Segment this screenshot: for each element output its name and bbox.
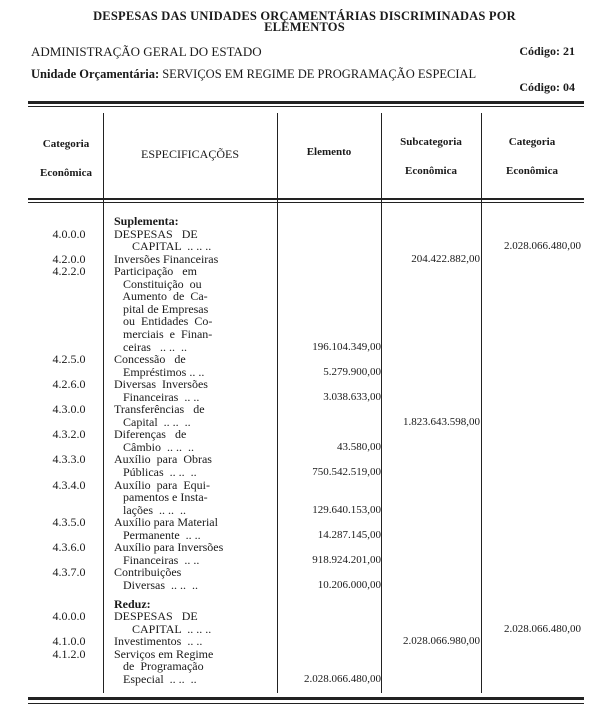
row-specification: merciais e Finan- <box>114 326 213 341</box>
row-specification: CAPITAL .. .. .. <box>114 621 212 636</box>
row-specification: Permanente .. .. <box>114 527 201 542</box>
unit-code: Código: 04 <box>519 80 575 94</box>
row-specification: ceiras .. .. .. <box>114 339 187 354</box>
row-elemento-value: 14.287.145,00 <box>317 528 381 541</box>
row-specification: Serviços em Regime <box>114 646 214 661</box>
row-specification: Contribuições <box>114 565 182 580</box>
admin-label: ADMINISTRAÇÃO GERAL DO ESTADO <box>31 44 262 59</box>
row-elemento-value: 129.640.153,00 <box>312 503 381 516</box>
row-specification: Diversas Inversões <box>114 377 208 392</box>
row-code: 4.0.0.0 <box>52 609 86 624</box>
col-categoria <box>30 130 102 188</box>
col-subcategoria-line1: Subcategoria <box>400 136 462 148</box>
row-specification: Suplementa: <box>114 214 179 228</box>
row-categoria-value: 2.028.066.480,00 <box>504 622 581 635</box>
row-specification: Transferências de <box>114 402 205 417</box>
row-specification: Constituição ou <box>114 276 202 291</box>
row-elemento-value: 10.206.000,00 <box>317 578 381 591</box>
row-specification: ou Entidades Co- <box>114 314 213 329</box>
row-code: 4.0.0.0 <box>52 226 86 241</box>
row-specification: Diferenças de <box>114 427 187 442</box>
table-row <box>0 673 609 687</box>
row-code: 4.3.5.0 <box>52 515 86 530</box>
col-categoria-2 <box>482 128 582 186</box>
bottom-rule <box>28 697 584 700</box>
col-subcategoria-line2: Econômica <box>405 165 457 177</box>
row-specification: Concessão de <box>114 352 186 367</box>
row-code: 4.3.2.0 <box>52 427 86 442</box>
row-code: 4.2.0.0 <box>52 251 86 266</box>
row-specification: Auxílio para Equi- <box>114 477 210 492</box>
row-specification: Capital .. .. .. <box>114 414 191 429</box>
row-specification: Especial .. .. .. <box>114 671 197 686</box>
col-subcategoria <box>382 128 480 186</box>
header-rule-thin <box>28 202 584 203</box>
col-especificacoes: ESPECIFICAÇÕES <box>140 147 240 161</box>
row-code: 4.2.5.0 <box>52 352 86 367</box>
row-specification: Públicas .. .. .. <box>114 465 197 479</box>
row-elemento-value: 2.028.066.480,00 <box>304 672 381 685</box>
row-elemento-value: 43.580,00 <box>337 440 381 453</box>
row-elemento-value: 750.542.519,00 <box>312 466 381 478</box>
row-specification: CAPITAL .. .. .. <box>114 239 212 254</box>
row-specification: Participação em <box>114 264 197 279</box>
row-code: 4.3.0.0 <box>52 402 86 417</box>
row-specification: Aumento de Ca- <box>114 289 208 304</box>
row-code: 4.3.6.0 <box>52 540 86 555</box>
row-specification: pamentos e Insta- <box>114 490 208 505</box>
row-code: 4.2.6.0 <box>52 377 86 392</box>
col-elemento: Elemento <box>306 146 352 158</box>
row-elemento-value: 3.038.633,00 <box>323 390 381 403</box>
row-specification: Empréstimos .. .. <box>114 364 205 379</box>
row-code: 4.3.7.0 <box>52 565 86 580</box>
row-elemento-value: 5.279.900,00 <box>323 365 381 378</box>
row-code: 4.3.4.0 <box>52 477 86 492</box>
row-code: 4.1.2.0 <box>52 646 86 661</box>
top-rule <box>28 101 584 104</box>
row-specification: Auxílio para Inversões <box>114 540 224 555</box>
row-specification: Reduz: <box>114 596 151 611</box>
row-specification: DESPESAS DE <box>114 609 198 624</box>
row-specification: lações .. .. .. <box>114 502 186 517</box>
col-categoria-2-line2: Econômica <box>506 165 558 177</box>
row-specification: de Programação <box>114 659 204 674</box>
row-specification: Diversas .. .. .. <box>114 577 198 592</box>
unit-name: SERVIÇOS EM REGIME DE PROGRAMAÇÃO ESPECIAL <box>162 67 477 81</box>
unit-line <box>31 67 476 82</box>
doc-title-line2: ELEMENTOS <box>264 20 345 34</box>
row-specification: Financeiras .. .. <box>114 552 200 567</box>
row-categoria-value: 2.028.066.480,00 <box>504 240 581 253</box>
row-specification: Investimentos .. .. <box>114 634 203 649</box>
row-specification: Auxílio para Obras <box>114 452 212 467</box>
row-specification: DESPESAS DE <box>114 226 198 241</box>
top-rule-thin <box>28 106 584 107</box>
col-categoria-2-line1: Categoria <box>508 136 556 148</box>
row-specification: Inversões Financeiras <box>114 251 219 266</box>
header-rule <box>28 198 584 200</box>
unit-label: Unidade Orçamentária: <box>31 67 160 81</box>
admin-code: Código: 21 <box>519 44 575 58</box>
row-specification: Auxílio para Material <box>114 515 218 530</box>
bottom-rule-thin <box>28 703 584 704</box>
row-subcategoria-value: 204.422.882,00 <box>411 252 480 265</box>
row-code: 4.3.3.0 <box>52 452 86 467</box>
col-categoria-line1: Categoria <box>42 138 90 150</box>
row-subcategoria-value: 1.823.643.598,00 <box>403 415 480 428</box>
row-elemento-value: 918.924.201,00 <box>312 553 381 566</box>
row-specification: pital de Empresas <box>114 301 209 316</box>
row-elemento-value: 196.104.349,00 <box>312 340 381 353</box>
col-categoria-line2: Econômica <box>40 167 92 179</box>
row-specification: Financeiras .. .. <box>114 389 200 404</box>
doc-title-line1: DESPESAS DAS UNIDADES ORÇAMENTÁRIAS DISCRIMINADAS POR <box>93 9 516 23</box>
row-specification: Câmbio .. .. .. <box>114 439 194 454</box>
table-row <box>0 579 609 593</box>
row-code: 4.1.0.0 <box>52 634 86 649</box>
row-subcategoria-value: 2.028.066.980,00 <box>403 635 480 648</box>
row-code: 4.2.2.0 <box>52 264 86 279</box>
